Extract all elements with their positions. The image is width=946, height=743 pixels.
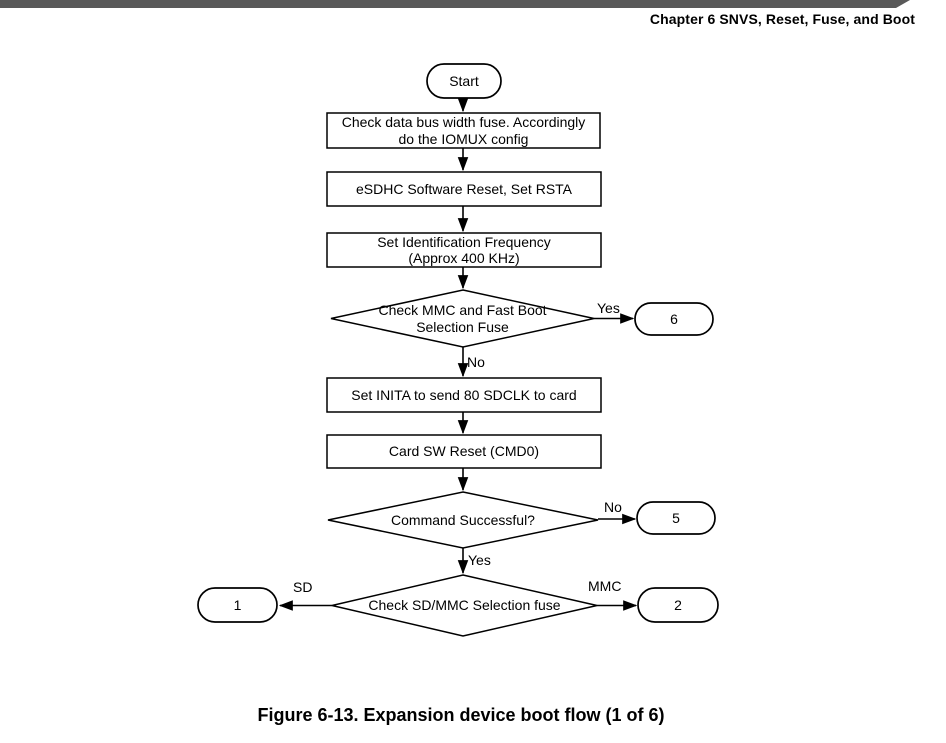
start-terminator-label: Start <box>449 72 479 89</box>
branch-label-yes-2: Yes <box>468 552 491 568</box>
branch-label-no-2: No <box>604 499 622 515</box>
process-box-card-reset-label: Card SW Reset (CMD0) <box>388 443 540 460</box>
branch-label-sd: SD <box>293 579 313 595</box>
decision-diamond-cmd-success-label: Command Successful? <box>391 511 535 528</box>
branch-label-no-1: No <box>467 354 485 370</box>
terminal-oval-6-label: 6 <box>670 310 678 327</box>
chapter-heading: Chapter 6 SNVS, Reset, Fuse, and Boot <box>649 11 915 27</box>
figure-caption: Figure 6-13. Expansion device boot flow (1 of 6) <box>257 705 665 725</box>
process-box-check-bus-label: Check data bus width fuse. Accordingly do the IOMUX config <box>341 114 586 147</box>
terminal-oval-2-label: 2 <box>674 596 682 613</box>
terminal-oval-5-label: 5 <box>672 509 680 526</box>
branch-label-yes-1: Yes <box>597 300 620 316</box>
process-box-inita-label: Set INITA to send 80 SDCLK to card <box>351 386 577 403</box>
process-box-esdhc-reset-label: eSDHC Software Reset, Set RSTA <box>355 180 573 197</box>
decision-diamond-sd-mmc-label: Check SD/MMC Selection fuse <box>368 597 561 614</box>
process-box-ident-freq-label: Set Identification Frequency (Approx 400 KHz) <box>377 233 551 266</box>
terminal-oval-1-label: 1 <box>233 596 242 613</box>
branch-label-mmc: MMC <box>588 578 622 594</box>
decision-diamond-mmc-fastboot-label: Check MMC and Fast Boot Selection Fuse <box>378 302 547 335</box>
